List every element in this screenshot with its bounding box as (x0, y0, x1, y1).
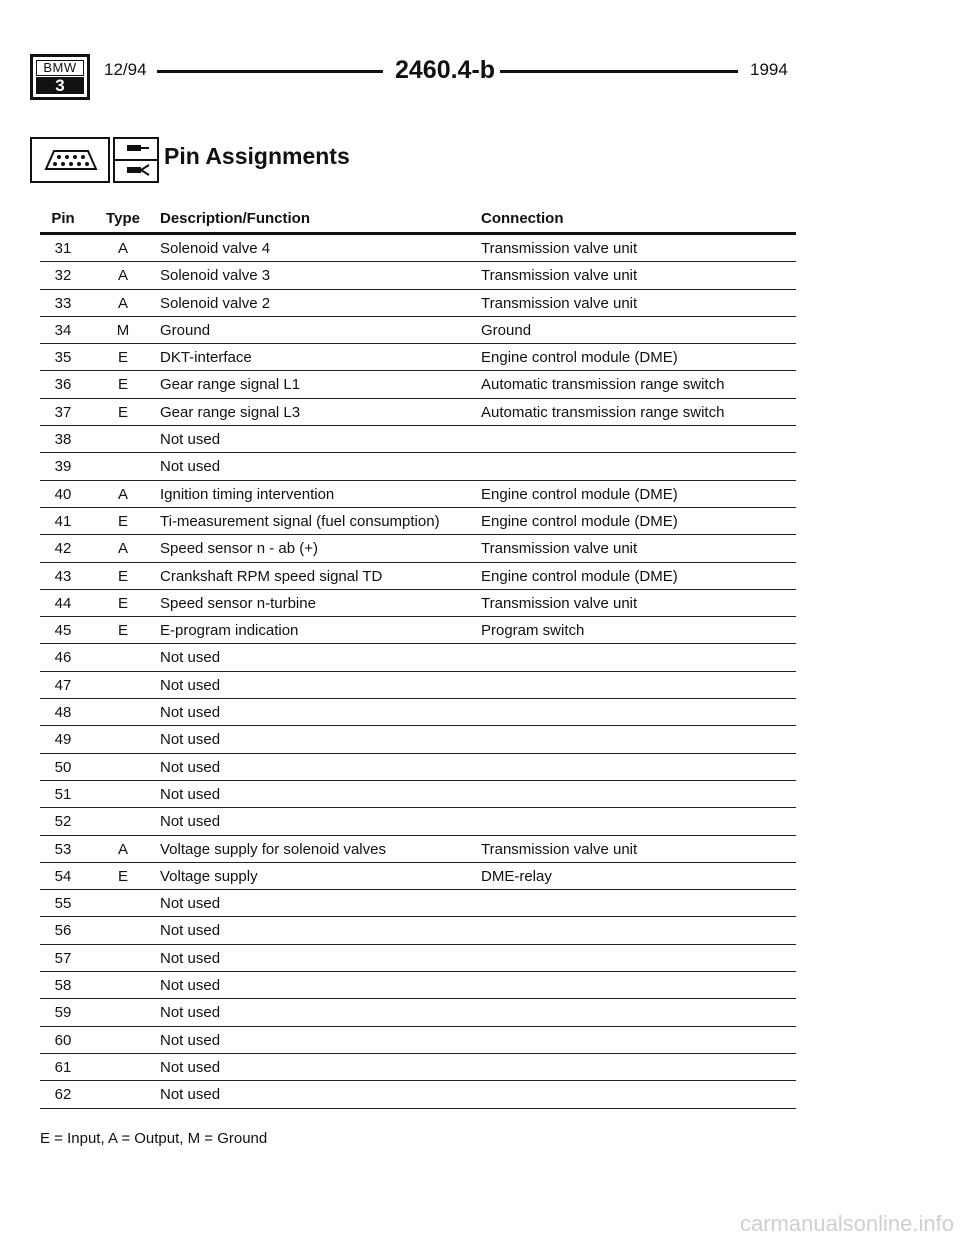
connection-cell: Automatic transmission range switch (481, 403, 725, 421)
type-cell: E (117, 403, 128, 421)
description-cell: Not used (160, 785, 221, 803)
section-title: Pin Assignments (164, 143, 350, 169)
header-connection: Connection (481, 210, 564, 227)
pin-cell: 42 (54, 540, 72, 558)
connection-cell: Transmission valve unit (481, 540, 638, 558)
table-row (40, 808, 796, 835)
description-cell: Not used (160, 431, 221, 449)
type-cell: A (117, 294, 128, 312)
description-cell: Gear range signal L3 (160, 403, 301, 421)
description-cell: Ignition timing intervention (160, 485, 335, 503)
description-cell: Solenoid valve 3 (160, 267, 271, 285)
pin-cell: 62 (54, 1086, 72, 1104)
watermark: carmanualsonline.info (739, 1211, 954, 1236)
pin-direction-icon (113, 137, 159, 183)
connection-cell: Transmission valve unit (481, 294, 638, 312)
type-cell: E (117, 349, 128, 367)
pin-cell: 45 (54, 622, 72, 640)
type-cell: M (116, 321, 130, 339)
table-row (40, 399, 796, 426)
header-description: Description/Function (160, 210, 310, 227)
table-row (40, 262, 796, 289)
table-row (40, 672, 796, 699)
description-cell: DKT-interface (160, 349, 252, 367)
description-cell: Ground (160, 321, 211, 339)
table-row (40, 999, 796, 1026)
table-row (40, 535, 796, 562)
bmw-3-series-logo (30, 54, 90, 100)
table-row (40, 426, 796, 453)
connection-cell: Transmission valve unit (481, 240, 638, 257)
description-cell: Voltage supply for solenoid valves (160, 840, 386, 858)
table-row (40, 235, 796, 262)
table-row (40, 945, 796, 972)
pin-cell: 54 (54, 867, 72, 885)
table-row (40, 453, 796, 480)
type-cell: E (117, 512, 128, 530)
pin-cell: 39 (54, 458, 72, 476)
table-row (40, 863, 796, 890)
connection-cell: Transmission valve unit (481, 840, 638, 858)
badge-brand: BMW (36, 60, 84, 76)
pin-cell: 31 (54, 240, 72, 257)
table-row (40, 726, 796, 753)
legend-footnote: E = Input, A = Output, M = Ground (40, 1130, 268, 1147)
pin-cell: 44 (54, 594, 72, 612)
pin-cell: 37 (54, 403, 72, 421)
pin-cell: 35 (54, 349, 72, 367)
table-row (40, 781, 796, 808)
pin-cell: 36 (54, 376, 72, 394)
description-cell: Solenoid valve 4 (160, 240, 271, 257)
description-cell: E-program indication (160, 622, 299, 640)
pin-cell: 50 (54, 758, 72, 776)
description-cell: Not used (160, 676, 221, 694)
pin-cell: 58 (54, 977, 72, 995)
description-cell: Solenoid valve 2 (160, 294, 271, 312)
connector-icon (30, 137, 110, 183)
pin-cell: 47 (54, 676, 72, 694)
header-pin: Pin (51, 210, 75, 227)
description-cell: Speed sensor n-turbine (160, 594, 316, 612)
connection-cell: Engine control module (DME) (481, 512, 678, 530)
connection-cell: Engine control module (DME) (481, 349, 678, 367)
pin-cell: 53 (54, 840, 72, 858)
type-cell: A (117, 485, 128, 503)
description-cell: Not used (160, 704, 221, 722)
pin-cell: 52 (54, 813, 72, 831)
header-rule-left (157, 70, 383, 73)
pin-cell: 41 (54, 512, 72, 530)
table-row (40, 1027, 796, 1054)
table-row (40, 481, 796, 508)
table-row (40, 290, 796, 317)
pin-cell: 56 (54, 922, 72, 940)
description-cell: Voltage supply (160, 867, 258, 885)
description-cell: Not used (160, 922, 221, 940)
type-cell: A (117, 267, 128, 285)
connection-cell: Ground (481, 321, 532, 339)
badge-series: 3 (36, 77, 84, 94)
description-cell: Not used (160, 1031, 221, 1049)
connection-cell: Program switch (481, 622, 585, 640)
connection-cell: Automatic transmission range switch (481, 376, 725, 394)
type-cell: E (117, 567, 128, 585)
table-row (40, 508, 796, 535)
connection-cell: Transmission valve unit (481, 267, 638, 285)
description-cell: Ti-measurement signal (fuel consumption) (160, 512, 440, 530)
table-row (40, 617, 796, 644)
table-row (40, 644, 796, 671)
pin-cell: 48 (54, 704, 72, 722)
connection-cell: Transmission valve unit (481, 594, 638, 612)
header-date: 12/94 (104, 60, 147, 79)
type-cell: A (117, 540, 128, 558)
table-row (40, 344, 796, 371)
table-row (40, 590, 796, 617)
description-cell: Not used (160, 458, 221, 476)
page-header (0, 0, 960, 110)
document-number: 2460.4-b (395, 56, 496, 84)
description-cell: Not used (160, 758, 221, 776)
description-cell: Not used (160, 649, 221, 667)
pin-cell: 49 (54, 731, 72, 749)
description-cell: Crankshaft RPM speed signal TD (160, 567, 383, 585)
table-row (40, 1081, 796, 1108)
type-cell: E (117, 867, 128, 885)
table-header (40, 206, 796, 235)
connection-cell: Engine control module (DME) (481, 567, 678, 585)
description-cell: Not used (160, 895, 221, 913)
pin-cell: 34 (54, 321, 72, 339)
header-year: 1994 (750, 60, 788, 79)
description-cell: Not used (160, 1058, 221, 1076)
type-cell: E (117, 622, 128, 640)
table-row (40, 371, 796, 398)
table-row (40, 972, 796, 999)
pin-cell: 60 (54, 1031, 72, 1049)
description-cell: Speed sensor n - ab (+) (160, 540, 319, 558)
pin-cell: 40 (54, 485, 72, 503)
pin-cell: 32 (54, 267, 72, 285)
type-cell: E (117, 376, 128, 394)
header-type: Type (106, 210, 140, 227)
pin-cell: 51 (54, 785, 72, 803)
description-cell: Not used (160, 731, 221, 749)
table-row (40, 699, 796, 726)
pin-cell: 43 (54, 567, 72, 585)
description-cell: Gear range signal L1 (160, 376, 301, 394)
description-cell: Not used (160, 813, 221, 831)
description-cell: Not used (160, 977, 221, 995)
pin-cell: 46 (54, 649, 72, 667)
description-cell: Not used (160, 1086, 221, 1104)
description-cell: Not used (160, 949, 221, 967)
type-cell: E (117, 594, 128, 612)
table-row (40, 317, 796, 344)
description-cell: Not used (160, 1004, 221, 1022)
pin-assignment-table (40, 206, 796, 1109)
pin-cell: 55 (54, 895, 72, 913)
table-row (40, 563, 796, 590)
pin-cell: 61 (54, 1058, 72, 1076)
pin-cell: 59 (54, 1004, 72, 1022)
connection-cell: DME-relay (481, 867, 552, 885)
pin-cell: 38 (54, 431, 72, 449)
table-row (40, 754, 796, 781)
header-rule-right (500, 70, 738, 73)
pin-cell: 57 (54, 949, 72, 967)
type-cell: A (117, 840, 128, 858)
pin-cell: 33 (54, 294, 72, 312)
type-cell: A (117, 240, 128, 257)
table-body (40, 235, 796, 1109)
table-row (40, 890, 796, 917)
table-row (40, 836, 796, 863)
table-row (40, 917, 796, 944)
connection-cell: Engine control module (DME) (481, 485, 678, 503)
table-row (40, 1054, 796, 1081)
